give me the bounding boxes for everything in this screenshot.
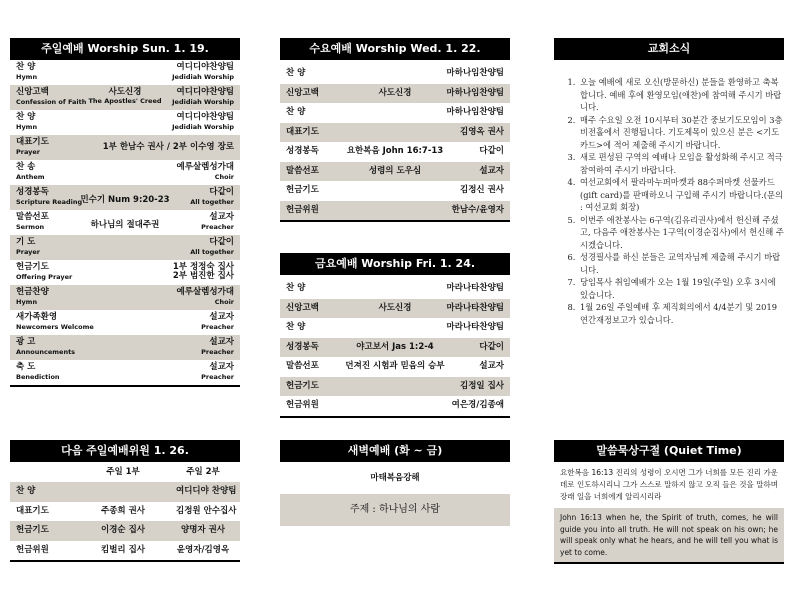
order-leader-ko: 여디디야찬양팀 (176, 87, 234, 97)
committee-row (10, 502, 240, 522)
next-week-list (10, 482, 240, 562)
order-label-en: Hymn (16, 73, 38, 81)
order-row (10, 285, 240, 310)
order-leader-en: All together (190, 198, 234, 206)
quiet-time-panel (554, 440, 784, 564)
order-label: 찬 양 (286, 322, 306, 332)
order-leader-en: Choir (214, 298, 234, 306)
order-row (280, 181, 510, 201)
order-leader-ko: 1부 한남수 권사 / 2부 이수영 장로 (102, 142, 234, 152)
order-row (280, 318, 510, 338)
order-leader-ko: 여디디야찬양팀 (176, 112, 234, 122)
order-leader-ko: 예루살렘성가대 (176, 162, 234, 172)
order-label: 대표기도 (286, 126, 319, 137)
order-label (16, 363, 60, 382)
order-content: 야고보서 Jas 1:2-4 (356, 341, 434, 352)
order-leader-ko: 설교자 (209, 312, 234, 322)
order-leader-ko: 예루살렘성가대 (176, 287, 234, 297)
order-row (280, 396, 510, 416)
order-leader-ko: 여디디야찬양팀 (176, 62, 234, 72)
order-label (16, 263, 72, 282)
order-label: 찬 양 (286, 107, 306, 117)
order-row (10, 360, 240, 385)
news-item: 3. 새로 편성된 구역의 예배나 모임을 활성화해 주시고 적극 참여하여 주시기 바랍니다. (578, 151, 784, 176)
order-leader: 김정일 집사 (459, 380, 504, 391)
order-content: 성령의 도우심 (368, 165, 422, 176)
order-row (280, 279, 510, 299)
order-row (280, 377, 510, 397)
order-row (10, 85, 240, 110)
news-item: 2. 매주 수요일 오전 10시부터 30분간 중보기도모임이 3층 비전홀에서 진행됩니다. 기도제목이 있으신 분은 <기도카드>에 적어 제출해 주시기 바랍니다. (578, 114, 784, 152)
order-leader: 한남수/윤영자 (451, 204, 504, 215)
order-leader: 다같이 (479, 341, 504, 352)
order-label (16, 338, 75, 357)
order-leader-en: Jedidiah Worship (172, 98, 234, 106)
order-row (10, 310, 240, 335)
order-row (280, 142, 510, 162)
order-leader: 마하나임찬양팀 (446, 68, 504, 78)
order-label-en: Offering Prayer (16, 273, 73, 281)
news-item: 8. 1월 26일 주일예배 후 제직회의에서 4/4분기 및 2019 연간재정보고가 있습니다. (578, 301, 784, 326)
order-label-ko: 찬 양 (16, 62, 36, 72)
order-label (16, 138, 49, 157)
order-leader-ko: 설교자 (209, 362, 234, 372)
committee-role: 찬 양 (16, 486, 36, 496)
order-row (280, 201, 510, 221)
order-leader-en: All together (190, 248, 234, 256)
order-leader (172, 88, 234, 107)
order-row (10, 210, 240, 235)
order-label-en: Hymn (16, 123, 38, 131)
order-label-ko: 신앙고백 (16, 87, 49, 97)
order-leader-en: Preacher (201, 373, 234, 381)
order-leader: 다같이 (479, 146, 504, 156)
wednesday-order-list (280, 64, 510, 222)
order-leader: 김영옥 권사 (459, 126, 504, 137)
order-label: 찬 양 (286, 68, 306, 78)
order-label-en: Hymn (16, 298, 38, 306)
order-row (280, 64, 510, 84)
order-row (280, 123, 510, 143)
order-label-ko: 말씀선포 (16, 212, 49, 222)
sunday-order-list (10, 60, 240, 387)
order-leader-ko: 다같이 (209, 237, 234, 247)
committee-row (10, 541, 240, 561)
order-leader (172, 63, 234, 82)
order-label-ko: 찬 송 (16, 162, 36, 172)
sunday-title: 주일예배 Worship Sun. 1. 19. (10, 38, 240, 60)
order-content-en: The Apostles' Creed (88, 97, 162, 105)
order-label (16, 288, 49, 307)
dawn-worship-panel (280, 440, 510, 526)
order-label: 성경봉독 (286, 341, 319, 352)
committee-row (10, 521, 240, 541)
news-item: 4. 여선교회에서 팔라마누퍼마켓과 88수퍼마켓 선물카드(gift card)를 판매하오니 구입해 주시기 바랍니다.(문의 : 여선교회 회장) (578, 176, 784, 214)
order-row (10, 185, 240, 210)
news-title: 교회소식 (554, 38, 784, 60)
order-leader-en: 2부 범진한 집사 (172, 271, 234, 281)
wednesday-title: 수요예배 Worship Wed. 1. 22. (280, 38, 510, 60)
next-week-panel (10, 440, 240, 562)
order-leader-en: Preacher (201, 223, 234, 231)
order-leader-en: Preacher (201, 348, 234, 356)
news-item: 5. 이번주 애찬봉사는 6구역(김유리권사)에서 헌신해 주셨고, 다음주 애찬봉사는 1구역(이경순집사)에서 헌신해 주시겠습니다. (578, 214, 784, 252)
order-row (10, 335, 240, 360)
order-label-ko: 찬 양 (16, 112, 36, 122)
committee-first-service: 주종희 권사 (100, 505, 145, 516)
order-content-text: 민수기 Num 9:20-23 (80, 195, 170, 205)
quiet-time-korean: 요한복음 16:13 진리의 성령이 오시면 그가 너희를 모든 진리 가운데로 인도하시리니 그가 스스로 말하지 않고 오직 들은 것을 말하며 장래 일을 너희에게 알리시리라 (560, 468, 778, 501)
order-leader (177, 288, 234, 307)
order-leader (173, 263, 234, 281)
order-leader: 마하나임찬양팀 (446, 87, 504, 98)
next-week-col1: 주일 1부 (106, 467, 140, 477)
order-row (280, 338, 510, 358)
order-leader-ko: 다같이 (209, 187, 234, 197)
order-content: 던져진 시험과 믿음의 승부 (345, 361, 445, 371)
order-label: 헌금기도 (286, 380, 319, 391)
order-row (10, 260, 240, 285)
order-content-text: 사도신경 (108, 87, 142, 97)
dawn-title: 새벽예배 (화 ~ 금) (280, 440, 510, 462)
order-label-en: Anthem (16, 173, 45, 181)
order-label (16, 313, 94, 332)
order-leader-en: Jedidiah Worship (172, 73, 234, 81)
order-leader-en: Jedidiah Worship (172, 123, 234, 131)
order-leader-en: Choir (214, 173, 234, 181)
dawn-series: 마태복음강해 (370, 473, 420, 483)
order-label: 헌금기도 (286, 185, 319, 195)
order-row (280, 357, 510, 377)
order-leader: 마라나타찬양팀 (446, 302, 504, 313)
order-leader: 여은경/김종애 (451, 400, 504, 410)
order-content: 요한복음 John 16:7-13 (346, 146, 444, 156)
order-label-en: Sermon (16, 223, 45, 231)
order-label (16, 113, 37, 132)
order-label: 말씀선포 (286, 361, 319, 371)
order-label-ko: 헌금기도 (16, 262, 49, 272)
order-row (10, 110, 240, 135)
news-item: 1. 오늘 예배에 새로 오신(방문하신) 분들을 환영하고 축복합니다. 예배 후에 환영모임(애찬)에 참여해 주시기 바랍니다. (578, 76, 784, 114)
order-row (280, 299, 510, 319)
order-leader (172, 113, 234, 132)
news-list (554, 76, 784, 326)
next-week-title: 다음 주일예배위원 1. 26. (10, 440, 240, 462)
dawn-theme: 주제 : 하나님의 사람 (280, 494, 510, 526)
committee-second-service: 양명자 권사 (180, 525, 225, 535)
committee-row (10, 482, 240, 502)
sunday-worship-panel (10, 38, 240, 387)
order-content: 사도신경 (378, 87, 412, 98)
order-label: 헌금위원 (286, 204, 319, 215)
order-row (10, 60, 240, 85)
quiet-time-english: John 16:13 when he, the Spirit of truth, comes, he will guide you into all truth. He will not speak on his own; he will speak only what he hears, and he will tell you what is yet to come. (554, 508, 784, 564)
committee-first-service: 이경순 집사 (100, 525, 145, 535)
friday-worship-panel (280, 253, 510, 418)
order-label-en: Announcements (16, 348, 76, 356)
order-label-en: Scripture Reading (16, 198, 83, 206)
order-leader: 설교자 (479, 361, 504, 371)
order-leader-ko: 1부 정정숙 집사 (172, 262, 234, 272)
order-leader (190, 188, 234, 207)
order-label-ko: 축 도 (16, 362, 36, 372)
order-leader: 김정신 권사 (459, 185, 504, 195)
committee-second-service: 김정원 안수집사 (176, 505, 237, 516)
order-label (16, 63, 37, 82)
next-week-columns (10, 462, 240, 482)
friday-order-list (280, 279, 510, 418)
order-leader (190, 238, 234, 257)
order-label-en: Prayer (16, 148, 41, 156)
order-leader: 마라나타찬양팀 (446, 283, 504, 293)
wednesday-worship-panel (280, 38, 510, 222)
order-label: 신앙고백 (286, 87, 319, 98)
order-label-ko: 광 고 (16, 337, 36, 347)
friday-title: 금요예배 Worship Fri. 1. 24. (280, 253, 510, 275)
news-item: 7. 당임목사 취임예배가 오는 1월 19일(주일) 오후 3시에 있습니다. (578, 276, 784, 301)
order-label: 찬 양 (286, 283, 306, 293)
church-news-panel (554, 38, 784, 326)
order-row (10, 160, 240, 185)
order-row (280, 103, 510, 123)
order-content-text: 하나님의 절대주권 (90, 220, 160, 230)
order-leader: 마하나임찬양팀 (446, 107, 504, 117)
order-leader (177, 163, 234, 182)
quiet-time-title: 말씀묵상구절 (Quiet Time) (554, 440, 784, 462)
committee-first-service: 킴벌리 집사 (100, 544, 145, 555)
committee-second-service: 여디디야 찬양팀 (176, 486, 237, 496)
order-label: 헌금위원 (286, 400, 319, 410)
order-label: 성경봉독 (286, 146, 319, 156)
order-leader (201, 213, 234, 232)
order-label-en: Prayer (16, 248, 41, 256)
committee-second-service: 윤영자/김영옥 (176, 544, 230, 555)
order-row (280, 84, 510, 104)
news-item: 6. 성경필사를 하신 분들은 교역자님께 제출해 주시기 바랍니다. (578, 251, 784, 276)
committee-role: 대표기도 (16, 505, 49, 516)
order-label: 말씀선포 (286, 165, 319, 176)
order-label (16, 163, 45, 182)
order-label-ko: 대표기도 (16, 137, 49, 147)
order-label: 신앙고백 (286, 302, 319, 313)
next-week-col2: 주일 2부 (186, 467, 220, 477)
committee-role: 헌금기도 (16, 525, 49, 535)
order-leader: 마라나타찬양팀 (446, 322, 504, 332)
order-label-ko: 성경봉독 (16, 187, 49, 197)
order-row (280, 162, 510, 182)
order-leader: 설교자 (479, 165, 504, 176)
order-leader (201, 338, 234, 357)
order-label-en: Newcomers Welcome (16, 323, 94, 331)
order-label-ko: 새가족환영 (16, 312, 58, 322)
order-label-en: Benediction (16, 373, 60, 381)
order-label-ko: 헌금찬양 (16, 287, 49, 297)
order-leader (103, 143, 234, 152)
order-label-ko: 기 도 (16, 237, 36, 247)
order-row (10, 235, 240, 260)
order-leader (201, 363, 234, 382)
order-leader-en: Preacher (201, 323, 234, 331)
order-row (10, 135, 240, 160)
committee-role: 헌금위원 (16, 544, 49, 555)
order-label (16, 238, 40, 257)
order-content: 사도신경 (378, 302, 412, 313)
order-leader-ko: 설교자 (209, 212, 234, 222)
order-label-en: Confession of Faith (16, 98, 87, 106)
order-leader (201, 313, 234, 332)
order-leader-ko: 설교자 (209, 337, 234, 347)
